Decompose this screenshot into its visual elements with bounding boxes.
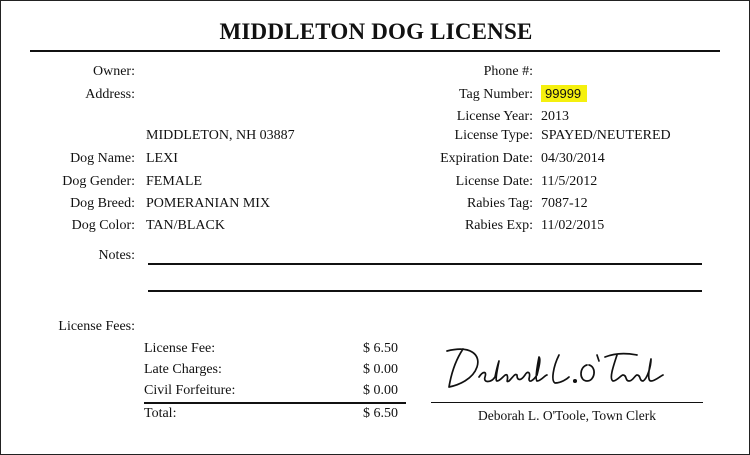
notes-line-2: [148, 290, 702, 292]
dog-breed-label: Dog Breed:: [70, 196, 135, 211]
dog-gender-label: Dog Gender:: [62, 174, 135, 189]
tag-number-label: Tag Number:: [458, 87, 533, 102]
total-label: Total:: [144, 406, 177, 421]
dog-color-label: Dog Color:: [71, 218, 135, 233]
rabies-tag-value: 7087-12: [541, 196, 588, 211]
license-type-value: SPAYED/NEUTERED: [541, 128, 671, 143]
license-title: MIDDLETON DOG LICENSE: [219, 19, 533, 44]
signature-line: [431, 402, 703, 403]
clerk-signature: [441, 341, 671, 396]
address-label: Address:: [85, 87, 135, 102]
title-divider: [30, 50, 720, 52]
dog-breed-value: POMERANIAN MIX: [146, 196, 271, 211]
expiration-date-value: 04/30/2014: [541, 151, 605, 166]
tag-number-highlight: 99999: [541, 85, 587, 102]
total-value: $ 6.50: [363, 406, 398, 421]
late-charges-value: $ 0.00: [363, 362, 398, 377]
dog-gender-value: FEMALE: [146, 174, 202, 189]
owner-label: Owner:: [93, 64, 135, 79]
license-fees-label: License Fees:: [58, 319, 135, 334]
notes-label: Notes:: [98, 248, 135, 263]
clerk-caption: Deborah L. O'Toole, Town Clerk: [477, 408, 656, 423]
civil-forfeiture-label: Civil Forfeiture:: [144, 383, 236, 398]
dog-name-label: Dog Name:: [70, 151, 135, 166]
license-fee-label: License Fee:: [144, 341, 216, 356]
dog-name-value: LEXI: [146, 151, 178, 166]
rabies-tag-label: Rabies Tag:: [466, 196, 533, 211]
dog-color-value: TAN/BLACK: [146, 218, 225, 233]
license-year-value: 2013: [541, 109, 569, 124]
phone-label: Phone #:: [483, 64, 533, 79]
late-charges-label: Late Charges:: [144, 362, 222, 377]
fees-total-rule: [144, 402, 406, 404]
license-fee-value: $ 6.50: [363, 341, 398, 356]
civil-forfeiture-value: $ 0.00: [363, 383, 398, 398]
notes-line-1: [148, 263, 702, 265]
license-date-label: License Date:: [455, 174, 533, 189]
rabies-exp-label: Rabies Exp:: [464, 218, 533, 233]
city-state-zip: MIDDLETON, NH 03887: [146, 128, 295, 143]
license-date-value: 11/5/2012: [541, 174, 598, 189]
license-year-label: License Year:: [456, 109, 533, 124]
expiration-date-label: Expiration Date:: [440, 151, 533, 166]
rabies-exp-value: 11/02/2015: [541, 218, 605, 233]
license-type-label: License Type:: [454, 128, 533, 143]
tag-number-value: [541, 86, 587, 103]
